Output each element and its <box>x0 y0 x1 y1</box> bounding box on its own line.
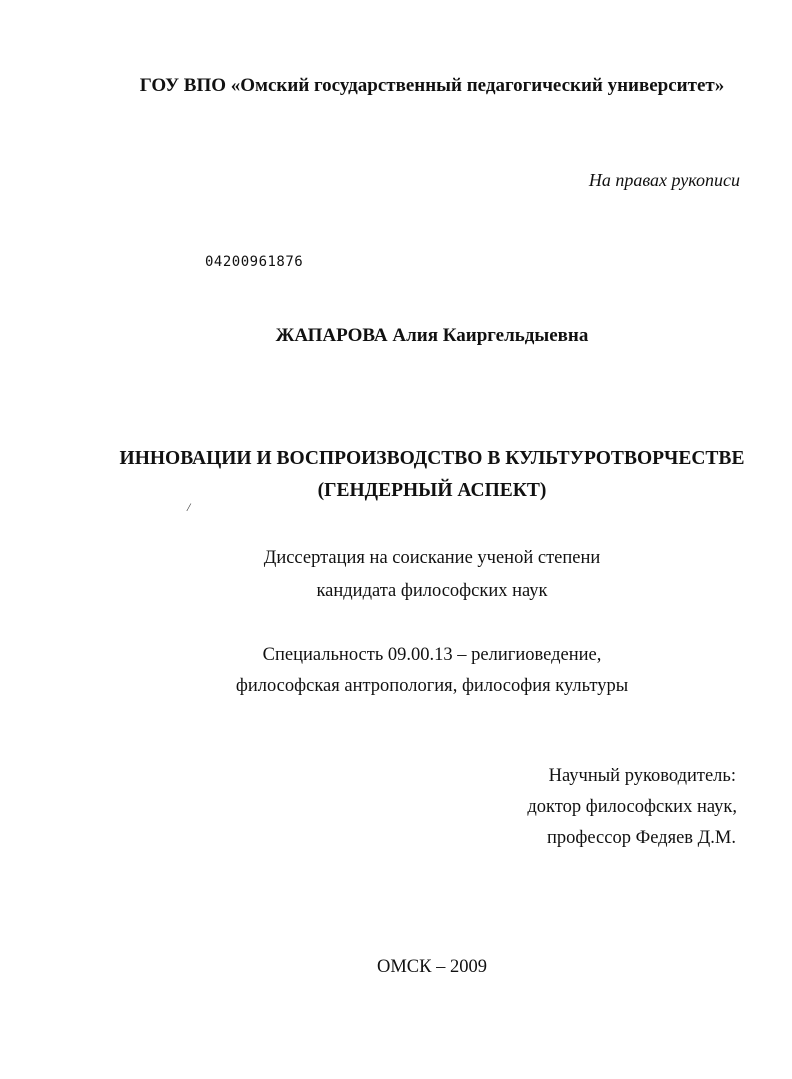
university-name: ГОУ ВПО «Омский государственный педагогический университет» <box>139 75 725 96</box>
specialty-line-2: философская антропология, философия культуры <box>235 676 629 696</box>
author-name: ЖАПАРОВА Алия Каиргельдыевна <box>275 325 589 346</box>
dissertation-title-line-1: ИННОВАЦИИ И ВОСПРОИЗВОДСТВО В КУЛЬТУРОТВОРЧЕСТВЕ <box>119 448 745 469</box>
specialty-line-1: Специальность 09.00.13 – религиоведение, <box>262 645 602 665</box>
supervisor-label: Научный руководитель: <box>548 766 736 786</box>
degree-line-1: Диссертация на соискание ученой степени <box>263 548 601 568</box>
catalog-number: 04200961876 <box>205 254 304 270</box>
dissertation-title-line-2: (ГЕНДЕРНЫЙ АСПЕКТ) <box>317 480 547 501</box>
stray-mark: / <box>187 500 191 514</box>
degree-line-2: кандидата философских наук <box>316 581 548 601</box>
city-year: ОМСК – 2009 <box>377 957 487 977</box>
supervisor-name: профессор Федяев Д.М. <box>546 828 736 848</box>
supervisor-degree: доктор философских наук, <box>527 797 737 817</box>
manuscript-note: На правах рукописи <box>588 170 740 190</box>
